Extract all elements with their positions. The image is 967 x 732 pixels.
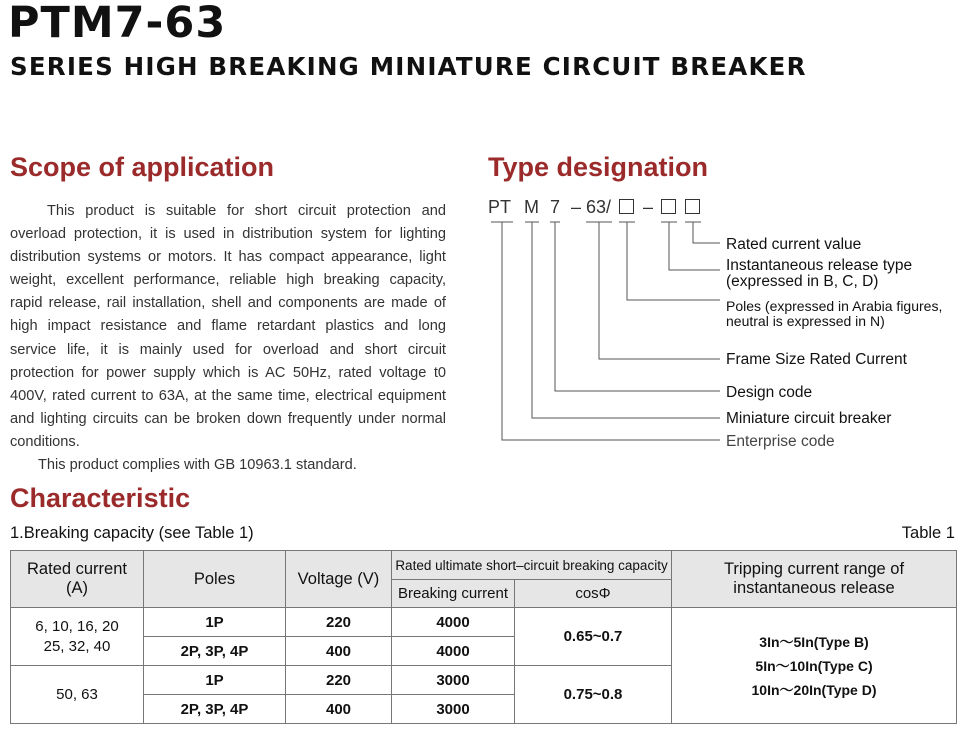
label-instantaneous-release-2: (expressed in B, C, D) — [726, 273, 879, 290]
cell-voltage: 400 — [286, 637, 392, 666]
cell-breaking-current: 4000 — [392, 637, 515, 666]
code-dash-1: – — [571, 197, 582, 217]
label-miniature-circuit-breaker: Miniature circuit breaker — [726, 410, 892, 427]
cell-poles: 1P — [144, 608, 286, 637]
header-voltage: Voltage (V) — [286, 551, 392, 608]
header-ultimate-capacity: Rated ultimate short–circuit breaking capacity — [392, 551, 672, 580]
label-instantaneous-release-1: Instantaneous release type — [726, 257, 913, 274]
cell-voltage: 220 — [286, 666, 392, 695]
cell-poles: 2P, 3P, 4P — [144, 637, 286, 666]
scope-paragraph-1: This product is suitable for short circuit protection and overload protection, it is used in distribution system for lighting distribution systems or motors. It has compact appearance, light weight, excellent performance, reliable high breaking capacity, rapid release, rail installation, shell and components are made of high impact resistance and flame retardant plastics and long service life, it is mainly used for overload and short circuit protection for power supply which is AC 50Hz, rated voltage t0 400V, rated current to 63A, at the same time, electrical equipment and lighting circuits can be broken down frequently under normal conditions. — [10, 203, 446, 450]
header-rated-current: Rated current (A) — [11, 551, 144, 608]
cell-poles: 1P — [144, 666, 286, 695]
label-poles-2: neutral is expressed in N) — [726, 313, 885, 329]
cell-poles: 2P, 3P, 4P — [144, 695, 286, 724]
cell-cos-phi: 0.65~0.7 — [515, 608, 672, 666]
code-63: 63/ — [586, 197, 612, 217]
table-label: Table 1 — [901, 524, 955, 542]
label-design-code: Design code — [726, 384, 813, 401]
label-frame-size: Frame Size Rated Current — [726, 351, 907, 368]
label-enterprise-code: Enterprise code — [726, 433, 835, 450]
cell-tripping-range: 3In～5In(Type B) 5In～10In(Type C) 10In～20In(Type D) — [672, 608, 957, 724]
page-subtitle: SERIES HIGH BREAKING MINIATURE CIRCUIT BREAKER — [10, 52, 807, 81]
type-designation-heading: Type designation — [488, 152, 709, 182]
cell-cos-phi: 0.75~0.8 — [515, 666, 672, 724]
table-row — [11, 608, 957, 637]
label-rated-current-value: Rated current value — [726, 236, 862, 253]
scope-paragraph-2: This product complies with GB 10963.1 standard. — [38, 457, 357, 474]
characteristic-heading: Characteristic — [10, 483, 191, 513]
cell-breaking-current: 3000 — [392, 666, 515, 695]
breaking-capacity-subheading: 1.Breaking capacity (see Table 1) — [10, 524, 254, 542]
header-cos-phi: cosΦ — [515, 580, 672, 608]
scope-heading: Scope of application — [10, 152, 275, 182]
cell-rated-current: 50, 63 — [11, 666, 144, 724]
code-dash-2: – — [643, 197, 654, 217]
header-breaking-current: Breaking current — [392, 580, 515, 608]
breaking-capacity-table — [10, 550, 957, 724]
page-title: PTM7-63 — [8, 0, 227, 48]
code-m: M — [524, 197, 539, 217]
code-pt: PT — [488, 197, 512, 217]
cell-voltage: 400 — [286, 695, 392, 724]
cell-voltage: 220 — [286, 608, 392, 637]
label-poles-1: Poles (expressed in Arabia figures, — [726, 298, 943, 314]
cell-breaking-current: 3000 — [392, 695, 515, 724]
header-tripping-range: Tripping current range of instantaneous release — [672, 551, 957, 608]
cell-breaking-current: 4000 — [392, 608, 515, 637]
cell-rated-current: 6, 10, 16, 20 25, 32, 40 — [11, 608, 144, 666]
header-poles: Poles — [144, 551, 286, 608]
code-7: 7 — [550, 197, 561, 217]
